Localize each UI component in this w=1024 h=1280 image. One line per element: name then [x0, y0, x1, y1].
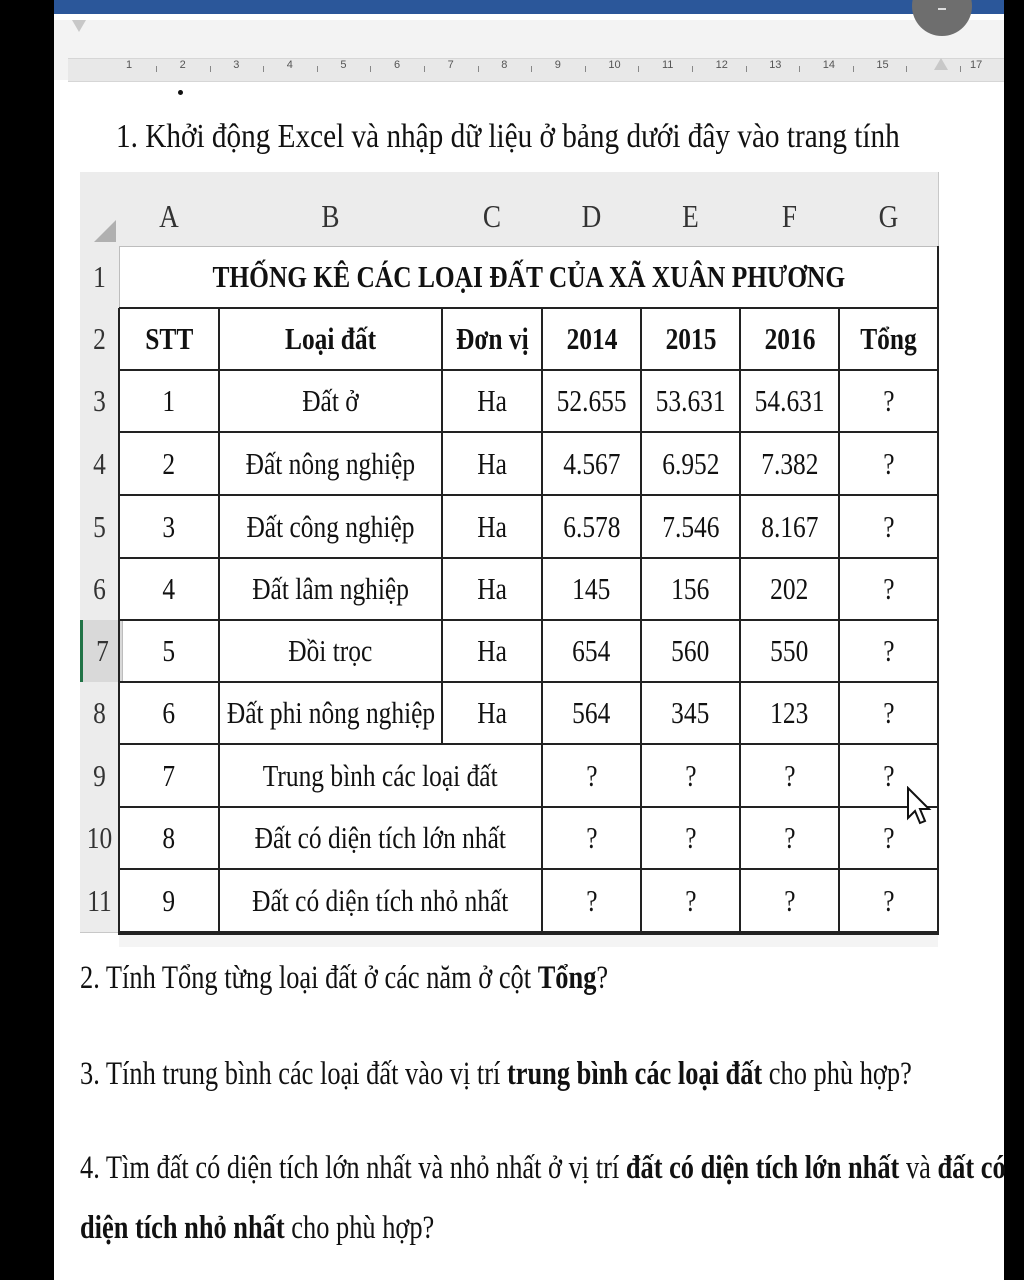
data-cell[interactable] — [542, 432, 641, 495]
header-cell[interactable] — [839, 308, 938, 370]
summary-value-cell[interactable] — [839, 869, 938, 932]
column-letter: A — [159, 198, 179, 234]
summary-label-cell[interactable] — [219, 807, 542, 869]
cell-text: 156 — [671, 571, 710, 606]
data-cell[interactable] — [839, 495, 938, 558]
ruler-number: 7 — [447, 59, 454, 71]
data-cell[interactable] — [542, 558, 641, 620]
select-all-corner[interactable] — [80, 172, 120, 247]
question-4-bold-3: diện tích nhỏ nhất — [80, 1210, 285, 1246]
grid-line — [937, 246, 939, 935]
data-cell[interactable] — [219, 370, 442, 432]
grid-line — [119, 743, 938, 745]
ruler-number: 5 — [340, 59, 347, 71]
cell-text: Đất công nghiệp — [246, 508, 415, 544]
cell-text: ? — [684, 757, 697, 793]
row-number: 4 — [93, 446, 106, 481]
summary-value-cell[interactable] — [542, 807, 641, 869]
cell-text: 550 — [770, 633, 809, 668]
row-number: 6 — [93, 571, 106, 606]
ruler-tick — [370, 66, 371, 72]
column-letter: E — [682, 198, 699, 234]
data-cell[interactable] — [740, 370, 839, 432]
cell-text: 7 — [162, 757, 176, 793]
table-title-cell[interactable] — [119, 246, 938, 308]
data-cell[interactable] — [219, 432, 442, 495]
ruler-number: 2 — [179, 59, 186, 71]
data-cell[interactable] — [641, 558, 740, 620]
cell-text: 6.952 — [661, 445, 720, 481]
spreadsheet[interactable] — [80, 172, 946, 950]
cell-text: 1 — [162, 383, 176, 418]
cell-text: 4.567 — [562, 445, 621, 481]
grid-line — [119, 806, 938, 808]
ruler-tick — [585, 66, 586, 72]
summary-stt-cell[interactable] — [119, 869, 219, 932]
question-4-line2 — [80, 1210, 434, 1247]
column-letter: B — [321, 198, 340, 234]
question-4-bold-1: đất có diện tích lớn nhất — [625, 1150, 900, 1186]
grid-line — [838, 308, 840, 934]
data-cell[interactable] — [542, 495, 641, 558]
grid-line — [119, 557, 938, 559]
row-header-4[interactable] — [80, 432, 120, 496]
data-cell[interactable] — [839, 682, 938, 744]
data-cell[interactable] — [119, 432, 219, 495]
ruler-tick — [746, 66, 747, 72]
row-number: 1 — [93, 259, 106, 294]
row-number: 3 — [93, 383, 106, 418]
summary-value-cell[interactable] — [542, 744, 641, 807]
summary-value-cell[interactable] — [740, 869, 839, 932]
ruler-tick — [638, 66, 639, 72]
summary-value-cell[interactable] — [641, 869, 740, 932]
data-cell[interactable] — [219, 682, 442, 744]
row-header-2[interactable] — [80, 308, 120, 371]
cell-text: Đất nông nghiệp — [245, 445, 416, 481]
cell-text: Ha — [477, 633, 507, 668]
ruler-number: 6 — [394, 59, 401, 71]
grid-line — [119, 307, 938, 309]
question-2-end: ? — [596, 960, 609, 996]
grid-line — [541, 308, 543, 934]
ruler-tick — [692, 66, 693, 72]
ruler-tick — [531, 66, 532, 72]
cell-text: 7.382 — [760, 445, 819, 481]
question-3-end: cho phù hợp? — [762, 1056, 912, 1092]
data-cell[interactable] — [740, 558, 839, 620]
cell-text: ? — [585, 757, 598, 793]
data-cell[interactable] — [641, 370, 740, 432]
cell-text: Ha — [477, 695, 507, 730]
question-4-text: 4. Tìm đất có diện tích lớn nhất và nhỏ nhất ở vị trí — [80, 1150, 626, 1186]
column-letter: D — [581, 198, 602, 234]
column-header-f[interactable] — [740, 172, 840, 247]
cell-text: Ha — [477, 383, 507, 418]
cell-text: 8 — [162, 820, 176, 855]
cell-text: 53.631 — [655, 383, 726, 418]
summary-stt-cell[interactable] — [119, 744, 219, 807]
cell-text: ? — [783, 757, 796, 793]
cell-text: Ha — [477, 445, 507, 481]
column-header-d[interactable] — [542, 172, 642, 247]
grid-line — [119, 431, 938, 433]
cell-text: ? — [882, 820, 895, 855]
ruler-number: 12 — [715, 59, 728, 71]
ribbon-edge — [54, 0, 1004, 14]
exercise-heading: 1. Khởi động Excel và nhập dữ liệu ở bảng dưới đây vào trang tính — [116, 118, 900, 155]
question-3 — [80, 1056, 912, 1093]
question-4-end: cho phù hợp? — [284, 1210, 435, 1246]
row-header-8[interactable] — [80, 682, 120, 745]
grid-line — [640, 308, 642, 934]
question-4-bold-2: đất có — [937, 1150, 1006, 1186]
data-cell[interactable] — [740, 682, 839, 744]
cell-text: 654 — [572, 633, 611, 668]
row-header-6[interactable] — [80, 558, 120, 621]
cell-text: 2 — [162, 445, 176, 481]
cell-text: ? — [882, 383, 895, 418]
grid-line — [739, 308, 741, 934]
header-cell[interactable] — [641, 308, 740, 370]
question-3-text: 3. Tính trung bình các loại đất vào vị trí — [80, 1056, 507, 1092]
question-2-text: 2. Tính Tổng từng loại đất ở các năm ở cột — [80, 960, 538, 996]
cell-text: Loại đất — [284, 321, 377, 356]
row-header-10[interactable] — [80, 807, 120, 870]
ruler-number: 15 — [876, 59, 889, 71]
cell-text: ? — [882, 571, 895, 606]
cell-text: Đất có diện tích nhỏ nhất — [252, 882, 509, 918]
grid-line — [218, 308, 220, 934]
summary-value-cell[interactable] — [542, 869, 641, 932]
column-header-c[interactable] — [442, 172, 543, 247]
cell-text: Trung bình các loại đất — [263, 757, 498, 793]
row-number: 5 — [93, 509, 106, 544]
ruler-tick — [799, 66, 800, 72]
question-2 — [80, 960, 608, 997]
cell-text: Đồi trọc — [288, 633, 373, 668]
ruler-number: 17 — [970, 59, 983, 71]
data-cell[interactable] — [839, 370, 938, 432]
cell-text: ? — [882, 757, 895, 793]
row-number: 9 — [93, 758, 106, 793]
cell-text: Tổng — [860, 321, 917, 356]
data-cell[interactable] — [542, 370, 641, 432]
ruler-number: 4 — [286, 59, 293, 71]
data-cell[interactable] — [740, 620, 839, 682]
data-cell[interactable] — [219, 495, 442, 558]
data-cell[interactable] — [442, 495, 542, 558]
data-cell[interactable] — [542, 620, 641, 682]
cell-text: 202 — [770, 571, 809, 606]
data-cell[interactable] — [442, 620, 542, 682]
data-cell[interactable] — [839, 432, 938, 495]
right-indent-marker[interactable] — [934, 58, 948, 70]
data-cell[interactable] — [442, 432, 542, 495]
mouse-pointer-icon — [906, 786, 932, 826]
row-header-5[interactable] — [80, 495, 120, 559]
question-2-bold: Tổng — [537, 960, 597, 996]
summary-value-cell[interactable] — [641, 807, 740, 869]
ruler-number: 10 — [608, 59, 621, 71]
cell-text: 52.655 — [556, 383, 627, 418]
row-header-9[interactable] — [80, 744, 120, 808]
data-cell[interactable] — [119, 558, 219, 620]
summary-label-cell[interactable] — [219, 744, 542, 807]
cell-text: 8.167 — [760, 508, 819, 544]
grid-line — [441, 308, 443, 744]
cell-text: ? — [882, 445, 895, 481]
ruler-tick — [156, 66, 157, 72]
column-header-g[interactable] — [839, 172, 939, 247]
cell-text: 2014 — [566, 321, 617, 356]
cell-text: Đơn vị — [455, 321, 529, 356]
cell-text: 123 — [770, 695, 809, 730]
cell-text: 3 — [162, 508, 176, 544]
cell-text: Đất có diện tích lớn nhất — [254, 820, 507, 855]
ruler-tick — [478, 66, 479, 72]
question-4-line1 — [80, 1150, 1006, 1187]
question-4-and: và — [899, 1150, 938, 1186]
data-cell[interactable] — [119, 495, 219, 558]
question-3-bold: trung bình các loại đất — [506, 1056, 763, 1092]
grid-line — [118, 308, 120, 935]
cell-text: 4 — [162, 571, 176, 606]
ruler-number: 8 — [501, 59, 508, 71]
ruler-number: 9 — [554, 59, 561, 71]
grid-line — [119, 681, 938, 683]
cell-text: ? — [882, 882, 895, 918]
cell-text: 5 — [162, 633, 176, 668]
cell-text: STT — [144, 321, 194, 356]
cell-text: ? — [783, 882, 796, 918]
row-header-3[interactable] — [80, 370, 120, 433]
ruler-tick — [853, 66, 854, 72]
cell-text: ? — [882, 695, 895, 730]
cell-text: ? — [882, 633, 895, 668]
data-cell[interactable] — [542, 682, 641, 744]
bullet-dot — [178, 90, 183, 95]
cell-text: Ha — [477, 571, 507, 606]
data-cell[interactable] — [641, 620, 740, 682]
cell-text: THỐNG KÊ CÁC LOẠI ĐẤT CỦA XÃ XUÂN PHƯƠNG — [212, 259, 845, 294]
cell-text: ? — [882, 508, 895, 544]
data-cell[interactable] — [740, 432, 839, 495]
data-cell[interactable] — [442, 682, 542, 744]
summary-value-cell[interactable] — [641, 744, 740, 807]
column-letter: C — [482, 198, 502, 234]
header-cell[interactable] — [219, 308, 442, 370]
horizontal-ruler[interactable] — [54, 20, 1004, 80]
header-cell[interactable] — [542, 308, 641, 370]
ruler-number: 11 — [662, 59, 674, 71]
row-number: 2 — [93, 321, 106, 356]
ruler-tick — [960, 66, 961, 72]
grid-line — [119, 494, 938, 496]
header-cell[interactable] — [442, 308, 542, 370]
column-header-b[interactable] — [219, 172, 443, 247]
left-indent-marker[interactable] — [72, 20, 86, 32]
ruler-number: 1 — [126, 59, 133, 71]
cell-text: Ha — [477, 508, 507, 544]
cell-text: 7.546 — [661, 508, 720, 544]
cell-text: Đất phi nông nghiệp — [226, 695, 435, 730]
row-number: 8 — [93, 695, 106, 730]
ruler-tick — [263, 66, 264, 72]
data-cell[interactable] — [641, 495, 740, 558]
cell-text: 2015 — [665, 321, 716, 356]
data-cell[interactable] — [839, 620, 938, 682]
header-cell[interactable] — [119, 308, 219, 370]
ruler-number: 13 — [769, 59, 782, 71]
column-letter: G — [878, 198, 899, 234]
column-header-e[interactable] — [641, 172, 741, 247]
summary-value-cell[interactable] — [740, 744, 839, 807]
ruler-number: 14 — [822, 59, 836, 71]
cell-text: 6 — [162, 695, 176, 730]
row-header-11[interactable] — [80, 869, 120, 933]
cell-text: Đất lâm nghiệp — [252, 571, 409, 606]
cell-text: Đất ở — [302, 383, 359, 418]
row-header-1[interactable] — [80, 246, 120, 309]
data-cell[interactable] — [740, 495, 839, 558]
cell-text: 9 — [162, 882, 176, 918]
data-cell[interactable] — [442, 558, 542, 620]
cell-text: 345 — [671, 695, 710, 730]
data-cell[interactable] — [119, 682, 219, 744]
ruler-tick — [317, 66, 318, 72]
ruler-tick — [906, 66, 907, 72]
data-cell[interactable] — [219, 620, 442, 682]
data-cell[interactable] — [442, 370, 542, 432]
cell-text: 564 — [572, 695, 611, 730]
cell-text: 6.578 — [562, 508, 621, 544]
column-header-a[interactable] — [119, 172, 220, 247]
data-cell[interactable] — [839, 558, 938, 620]
grid-line — [119, 935, 938, 947]
cell-text: 54.631 — [754, 383, 825, 418]
data-cell[interactable] — [641, 682, 740, 744]
header-cell[interactable] — [740, 308, 839, 370]
cell-text: ? — [585, 882, 598, 918]
summary-label-cell[interactable] — [219, 869, 542, 932]
row-number: 11 — [87, 883, 112, 918]
ruler-number: 3 — [233, 59, 240, 71]
data-cell[interactable] — [219, 558, 442, 620]
row-header-7[interactable] — [80, 620, 123, 683]
row-number: 7 — [96, 633, 109, 668]
cell-text: ? — [684, 820, 697, 855]
summary-stt-cell[interactable] — [119, 807, 219, 869]
summary-value-cell[interactable] — [740, 807, 839, 869]
column-letter: F — [781, 198, 798, 234]
cell-text: ? — [684, 882, 697, 918]
data-cell[interactable] — [119, 620, 219, 682]
data-cell[interactable] — [641, 432, 740, 495]
row-number: 10 — [86, 820, 113, 855]
grid-line — [119, 369, 938, 371]
ruler-tick — [210, 66, 211, 72]
data-cell[interactable] — [119, 370, 219, 432]
ruler-strip — [68, 58, 1004, 82]
cell-text: ? — [585, 820, 598, 855]
cell-text: 2016 — [764, 321, 815, 356]
grid-line — [119, 868, 938, 870]
cell-text: ? — [783, 820, 796, 855]
cell-text: 560 — [671, 633, 710, 668]
cell-text: 145 — [572, 571, 611, 606]
ruler-tick — [424, 66, 425, 72]
grid-line — [119, 619, 938, 621]
